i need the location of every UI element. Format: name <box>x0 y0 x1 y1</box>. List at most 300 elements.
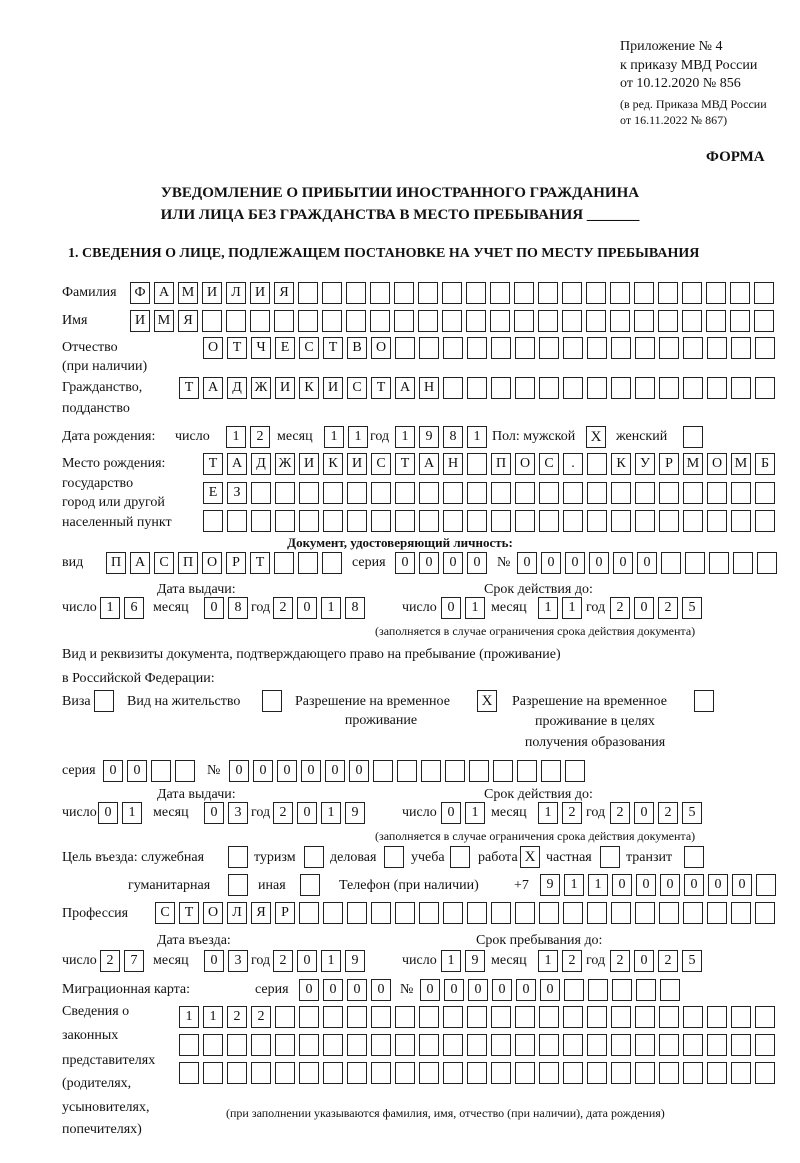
char-box[interactable]: 0 <box>98 802 118 824</box>
char-box[interactable]: Ж <box>251 377 271 399</box>
char-box[interactable] <box>563 482 583 504</box>
char-box[interactable] <box>635 1034 655 1056</box>
char-box[interactable]: М <box>683 453 703 475</box>
char-box[interactable] <box>298 282 318 304</box>
purpose-study-checkbox[interactable] <box>450 846 470 868</box>
char-box[interactable] <box>563 377 583 399</box>
char-box[interactable]: 0 <box>589 552 609 574</box>
char-box[interactable] <box>754 310 774 332</box>
char-box[interactable] <box>175 760 195 782</box>
char-box[interactable]: О <box>707 453 727 475</box>
char-box[interactable] <box>371 902 391 924</box>
char-box[interactable]: П <box>178 552 198 574</box>
char-box[interactable] <box>611 482 631 504</box>
char-box[interactable] <box>731 482 751 504</box>
char-box[interactable] <box>298 552 318 574</box>
purpose-other-checkbox[interactable] <box>300 874 320 896</box>
char-box[interactable] <box>611 510 631 532</box>
char-box[interactable] <box>443 482 463 504</box>
char-box[interactable] <box>635 377 655 399</box>
char-box[interactable] <box>611 1034 631 1056</box>
char-box[interactable]: 2 <box>562 950 582 972</box>
char-box[interactable]: Т <box>371 377 391 399</box>
char-box[interactable] <box>587 1006 607 1028</box>
char-box[interactable]: 0 <box>708 874 728 896</box>
char-box[interactable] <box>370 282 390 304</box>
char-box[interactable]: 1 <box>122 802 142 824</box>
char-box[interactable] <box>179 1034 199 1056</box>
char-box[interactable] <box>610 282 630 304</box>
char-box[interactable]: 9 <box>540 874 560 896</box>
char-box[interactable] <box>299 1034 319 1056</box>
char-box[interactable] <box>683 482 703 504</box>
char-box[interactable] <box>491 1062 511 1084</box>
char-box[interactable]: 0 <box>467 552 487 574</box>
char-box[interactable]: С <box>371 453 391 475</box>
char-box[interactable] <box>587 1034 607 1056</box>
temp-permit-checkbox[interactable]: X <box>477 690 497 712</box>
char-box[interactable] <box>514 282 534 304</box>
char-box[interactable] <box>347 482 367 504</box>
char-box[interactable] <box>731 1062 751 1084</box>
char-box[interactable]: Д <box>251 453 271 475</box>
char-box[interactable] <box>442 282 462 304</box>
char-box[interactable]: 1 <box>588 874 608 896</box>
char-box[interactable]: 2 <box>273 597 293 619</box>
char-box[interactable]: Ф <box>130 282 150 304</box>
char-box[interactable]: О <box>202 552 222 574</box>
char-box[interactable]: 0 <box>634 802 654 824</box>
char-box[interactable] <box>515 482 535 504</box>
char-box[interactable]: Я <box>251 902 271 924</box>
char-box[interactable]: 0 <box>297 950 317 972</box>
char-box[interactable] <box>683 1062 703 1084</box>
char-box[interactable] <box>467 377 487 399</box>
char-box[interactable]: 0 <box>613 552 633 574</box>
char-box[interactable]: 1 <box>321 597 341 619</box>
char-box[interactable]: 1 <box>538 950 558 972</box>
char-box[interactable]: П <box>491 453 511 475</box>
char-box[interactable] <box>731 337 751 359</box>
char-box[interactable] <box>226 310 246 332</box>
char-box[interactable] <box>539 902 559 924</box>
char-box[interactable] <box>563 1034 583 1056</box>
char-box[interactable] <box>635 1062 655 1084</box>
char-box[interactable] <box>754 282 774 304</box>
char-box[interactable]: О <box>203 902 223 924</box>
char-box[interactable] <box>707 1006 727 1028</box>
char-box[interactable]: К <box>323 453 343 475</box>
char-box[interactable] <box>682 282 702 304</box>
char-box[interactable] <box>203 1034 223 1056</box>
char-box[interactable]: И <box>250 282 270 304</box>
char-box[interactable] <box>587 1062 607 1084</box>
char-box[interactable]: Т <box>395 453 415 475</box>
char-box[interactable]: Н <box>443 453 463 475</box>
char-box[interactable] <box>565 760 585 782</box>
char-box[interactable]: 0 <box>371 979 391 1001</box>
char-box[interactable] <box>635 510 655 532</box>
char-box[interactable]: 1 <box>226 426 246 448</box>
char-box[interactable] <box>514 310 534 332</box>
char-box[interactable] <box>227 1034 247 1056</box>
char-box[interactable]: М <box>178 282 198 304</box>
char-box[interactable]: П <box>106 552 126 574</box>
char-box[interactable]: 0 <box>253 760 273 782</box>
char-box[interactable]: Ж <box>275 453 295 475</box>
char-box[interactable]: И <box>323 377 343 399</box>
char-box[interactable] <box>467 1062 487 1084</box>
char-box[interactable]: 1 <box>321 802 341 824</box>
char-box[interactable] <box>418 282 438 304</box>
char-box[interactable] <box>683 1034 703 1056</box>
char-box[interactable] <box>151 760 171 782</box>
char-box[interactable] <box>755 902 775 924</box>
char-box[interactable] <box>634 282 654 304</box>
char-box[interactable]: 5 <box>682 802 702 824</box>
char-box[interactable]: И <box>299 453 319 475</box>
char-box[interactable]: О <box>371 337 391 359</box>
char-box[interactable]: . <box>563 453 583 475</box>
char-box[interactable] <box>683 902 703 924</box>
char-box[interactable]: Е <box>275 337 295 359</box>
char-box[interactable] <box>299 510 319 532</box>
char-box[interactable] <box>731 1006 751 1028</box>
char-box[interactable]: 8 <box>443 426 463 448</box>
char-box[interactable] <box>394 310 414 332</box>
char-box[interactable]: С <box>154 552 174 574</box>
char-box[interactable]: 3 <box>228 802 248 824</box>
char-box[interactable]: 0 <box>444 979 464 1001</box>
char-box[interactable]: Е <box>203 482 223 504</box>
char-box[interactable] <box>539 337 559 359</box>
char-box[interactable] <box>323 1006 343 1028</box>
char-box[interactable] <box>323 1062 343 1084</box>
char-box[interactable] <box>611 1006 631 1028</box>
char-box[interactable] <box>467 510 487 532</box>
char-box[interactable]: 0 <box>420 979 440 1001</box>
char-box[interactable] <box>587 510 607 532</box>
char-box[interactable] <box>251 1034 271 1056</box>
char-box[interactable] <box>443 377 463 399</box>
char-box[interactable] <box>731 1034 751 1056</box>
char-box[interactable] <box>419 337 439 359</box>
char-box[interactable] <box>563 902 583 924</box>
purpose-private-checkbox[interactable] <box>600 846 620 868</box>
char-box[interactable] <box>227 510 247 532</box>
char-box[interactable]: И <box>130 310 150 332</box>
char-box[interactable] <box>394 282 414 304</box>
char-box[interactable]: 0 <box>684 874 704 896</box>
char-box[interactable]: 0 <box>441 597 461 619</box>
char-box[interactable]: 2 <box>658 802 678 824</box>
char-box[interactable]: 2 <box>273 950 293 972</box>
char-box[interactable] <box>683 337 703 359</box>
char-box[interactable]: А <box>419 453 439 475</box>
char-box[interactable]: 9 <box>345 802 365 824</box>
char-box[interactable] <box>347 902 367 924</box>
char-box[interactable] <box>443 1034 463 1056</box>
char-box[interactable] <box>683 1006 703 1028</box>
char-box[interactable] <box>490 310 510 332</box>
char-box[interactable]: 0 <box>540 979 560 1001</box>
char-box[interactable] <box>611 1062 631 1084</box>
char-box[interactable]: 1 <box>348 426 368 448</box>
char-box[interactable] <box>757 552 777 574</box>
char-box[interactable] <box>322 282 342 304</box>
char-box[interactable] <box>466 282 486 304</box>
char-box[interactable] <box>298 310 318 332</box>
char-box[interactable] <box>515 1006 535 1028</box>
char-box[interactable] <box>539 1062 559 1084</box>
char-box[interactable] <box>756 874 776 896</box>
char-box[interactable] <box>709 552 729 574</box>
char-box[interactable]: 0 <box>277 760 297 782</box>
char-box[interactable] <box>299 902 319 924</box>
char-box[interactable] <box>515 1034 535 1056</box>
char-box[interactable] <box>658 282 678 304</box>
char-box[interactable] <box>755 482 775 504</box>
char-box[interactable]: 0 <box>517 552 537 574</box>
char-box[interactable] <box>707 337 727 359</box>
char-box[interactable] <box>395 1062 415 1084</box>
char-box[interactable]: 8 <box>345 597 365 619</box>
char-box[interactable] <box>323 510 343 532</box>
char-box[interactable]: 0 <box>127 760 147 782</box>
char-box[interactable] <box>755 337 775 359</box>
char-box[interactable]: Я <box>178 310 198 332</box>
char-box[interactable]: Б <box>755 453 775 475</box>
char-box[interactable]: Р <box>226 552 246 574</box>
char-box[interactable] <box>587 453 607 475</box>
char-box[interactable] <box>371 1034 391 1056</box>
char-box[interactable]: Т <box>227 337 247 359</box>
char-box[interactable] <box>275 482 295 504</box>
char-box[interactable] <box>371 510 391 532</box>
char-box[interactable]: 0 <box>204 950 224 972</box>
purpose-humanitarian-checkbox[interactable] <box>228 874 248 896</box>
char-box[interactable] <box>563 1006 583 1028</box>
char-box[interactable] <box>563 510 583 532</box>
char-box[interactable] <box>731 902 751 924</box>
char-box[interactable] <box>755 1062 775 1084</box>
char-box[interactable]: 9 <box>465 950 485 972</box>
char-box[interactable] <box>251 482 271 504</box>
char-box[interactable] <box>706 282 726 304</box>
char-box[interactable]: 2 <box>251 1006 271 1028</box>
char-box[interactable] <box>707 1062 727 1084</box>
char-box[interactable]: А <box>227 453 247 475</box>
char-box[interactable] <box>443 1006 463 1028</box>
char-box[interactable]: 0 <box>204 597 224 619</box>
char-box[interactable] <box>419 1062 439 1084</box>
char-box[interactable]: Л <box>227 902 247 924</box>
char-box[interactable] <box>397 760 417 782</box>
char-box[interactable] <box>491 377 511 399</box>
char-box[interactable] <box>707 482 727 504</box>
char-box[interactable] <box>611 337 631 359</box>
char-box[interactable] <box>563 1062 583 1084</box>
char-box[interactable] <box>227 1062 247 1084</box>
char-box[interactable]: 2 <box>250 426 270 448</box>
char-box[interactable]: Ч <box>251 337 271 359</box>
char-box[interactable]: 1 <box>465 802 485 824</box>
char-box[interactable] <box>395 1006 415 1028</box>
char-box[interactable]: А <box>203 377 223 399</box>
char-box[interactable]: 0 <box>660 874 680 896</box>
char-box[interactable] <box>442 310 462 332</box>
char-box[interactable] <box>564 979 584 1001</box>
char-box[interactable] <box>755 1006 775 1028</box>
char-box[interactable] <box>395 902 415 924</box>
char-box[interactable] <box>418 310 438 332</box>
char-box[interactable] <box>346 310 366 332</box>
char-box[interactable] <box>539 510 559 532</box>
char-box[interactable]: А <box>154 282 174 304</box>
char-box[interactable] <box>659 1034 679 1056</box>
char-box[interactable] <box>636 979 656 1001</box>
char-box[interactable] <box>491 902 511 924</box>
char-box[interactable]: 9 <box>419 426 439 448</box>
char-box[interactable] <box>755 1034 775 1056</box>
char-box[interactable]: 0 <box>732 874 752 896</box>
char-box[interactable]: 0 <box>637 552 657 574</box>
char-box[interactable] <box>562 282 582 304</box>
char-box[interactable]: 1 <box>562 597 582 619</box>
char-box[interactable] <box>395 1034 415 1056</box>
char-box[interactable]: К <box>299 377 319 399</box>
char-box[interactable] <box>274 552 294 574</box>
char-box[interactable] <box>635 337 655 359</box>
char-box[interactable]: 1 <box>324 426 344 448</box>
visa-checkbox[interactable] <box>94 690 114 712</box>
char-box[interactable] <box>419 1034 439 1056</box>
char-box[interactable]: А <box>130 552 150 574</box>
char-box[interactable]: 1 <box>321 950 341 972</box>
char-box[interactable] <box>539 1006 559 1028</box>
char-box[interactable] <box>659 337 679 359</box>
char-box[interactable] <box>539 1034 559 1056</box>
char-box[interactable]: 0 <box>299 979 319 1001</box>
char-box[interactable]: М <box>154 310 174 332</box>
char-box[interactable] <box>635 902 655 924</box>
char-box[interactable] <box>635 482 655 504</box>
char-box[interactable] <box>421 760 441 782</box>
char-box[interactable]: 0 <box>612 874 632 896</box>
char-box[interactable]: 2 <box>658 950 678 972</box>
char-box[interactable] <box>541 760 561 782</box>
char-box[interactable] <box>538 310 558 332</box>
char-box[interactable]: 2 <box>273 802 293 824</box>
char-box[interactable] <box>323 1034 343 1056</box>
char-box[interactable] <box>493 760 513 782</box>
char-box[interactable]: М <box>731 453 751 475</box>
char-box[interactable] <box>731 510 751 532</box>
char-box[interactable] <box>370 310 390 332</box>
char-box[interactable] <box>467 337 487 359</box>
char-box[interactable] <box>347 1034 367 1056</box>
char-box[interactable]: Н <box>419 377 439 399</box>
char-box[interactable]: 2 <box>610 802 630 824</box>
char-box[interactable]: 1 <box>538 802 558 824</box>
char-box[interactable] <box>346 282 366 304</box>
char-box[interactable] <box>682 310 702 332</box>
char-box[interactable]: 2 <box>227 1006 247 1028</box>
char-box[interactable]: З <box>227 482 247 504</box>
char-box[interactable] <box>515 377 535 399</box>
char-box[interactable]: С <box>539 453 559 475</box>
char-box[interactable]: Д <box>227 377 247 399</box>
char-box[interactable]: 1 <box>203 1006 223 1028</box>
char-box[interactable]: 1 <box>465 597 485 619</box>
char-box[interactable] <box>683 510 703 532</box>
char-box[interactable]: 1 <box>179 1006 199 1028</box>
char-box[interactable] <box>661 552 681 574</box>
char-box[interactable] <box>467 1034 487 1056</box>
char-box[interactable] <box>755 510 775 532</box>
char-box[interactable] <box>730 282 750 304</box>
temp-edu-checkbox[interactable] <box>694 690 714 712</box>
char-box[interactable] <box>322 552 342 574</box>
char-box[interactable] <box>563 337 583 359</box>
char-box[interactable] <box>515 337 535 359</box>
char-box[interactable] <box>323 482 343 504</box>
char-box[interactable] <box>659 377 679 399</box>
char-box[interactable] <box>733 552 753 574</box>
char-box[interactable]: 0 <box>443 552 463 574</box>
char-box[interactable] <box>587 902 607 924</box>
char-box[interactable] <box>347 510 367 532</box>
char-box[interactable] <box>683 377 703 399</box>
char-box[interactable] <box>419 1006 439 1028</box>
char-box[interactable]: 0 <box>229 760 249 782</box>
char-box[interactable] <box>419 510 439 532</box>
char-box[interactable] <box>299 1006 319 1028</box>
char-box[interactable] <box>707 510 727 532</box>
char-box[interactable]: Т <box>250 552 270 574</box>
char-box[interactable] <box>347 1062 367 1084</box>
purpose-work-checkbox[interactable]: X <box>520 846 540 868</box>
char-box[interactable] <box>685 552 705 574</box>
char-box[interactable]: В <box>347 337 367 359</box>
char-box[interactable]: 0 <box>634 950 654 972</box>
char-box[interactable]: 0 <box>634 597 654 619</box>
char-box[interactable]: 1 <box>564 874 584 896</box>
char-box[interactable]: 1 <box>395 426 415 448</box>
char-box[interactable] <box>275 1006 295 1028</box>
char-box[interactable] <box>203 510 223 532</box>
char-box[interactable] <box>250 310 270 332</box>
char-box[interactable] <box>491 1034 511 1056</box>
char-box[interactable] <box>587 337 607 359</box>
char-box[interactable]: 0 <box>103 760 123 782</box>
char-box[interactable] <box>491 1006 511 1028</box>
char-box[interactable] <box>491 482 511 504</box>
char-box[interactable] <box>515 902 535 924</box>
char-box[interactable] <box>659 902 679 924</box>
char-box[interactable] <box>562 310 582 332</box>
char-box[interactable] <box>467 902 487 924</box>
char-box[interactable]: Р <box>659 453 679 475</box>
char-box[interactable] <box>658 310 678 332</box>
char-box[interactable] <box>660 979 680 1001</box>
char-box[interactable] <box>588 979 608 1001</box>
char-box[interactable] <box>707 1034 727 1056</box>
char-box[interactable] <box>347 1006 367 1028</box>
char-box[interactable]: 0 <box>347 979 367 1001</box>
char-box[interactable]: 2 <box>610 950 630 972</box>
residence-permit-checkbox[interactable] <box>262 690 282 712</box>
